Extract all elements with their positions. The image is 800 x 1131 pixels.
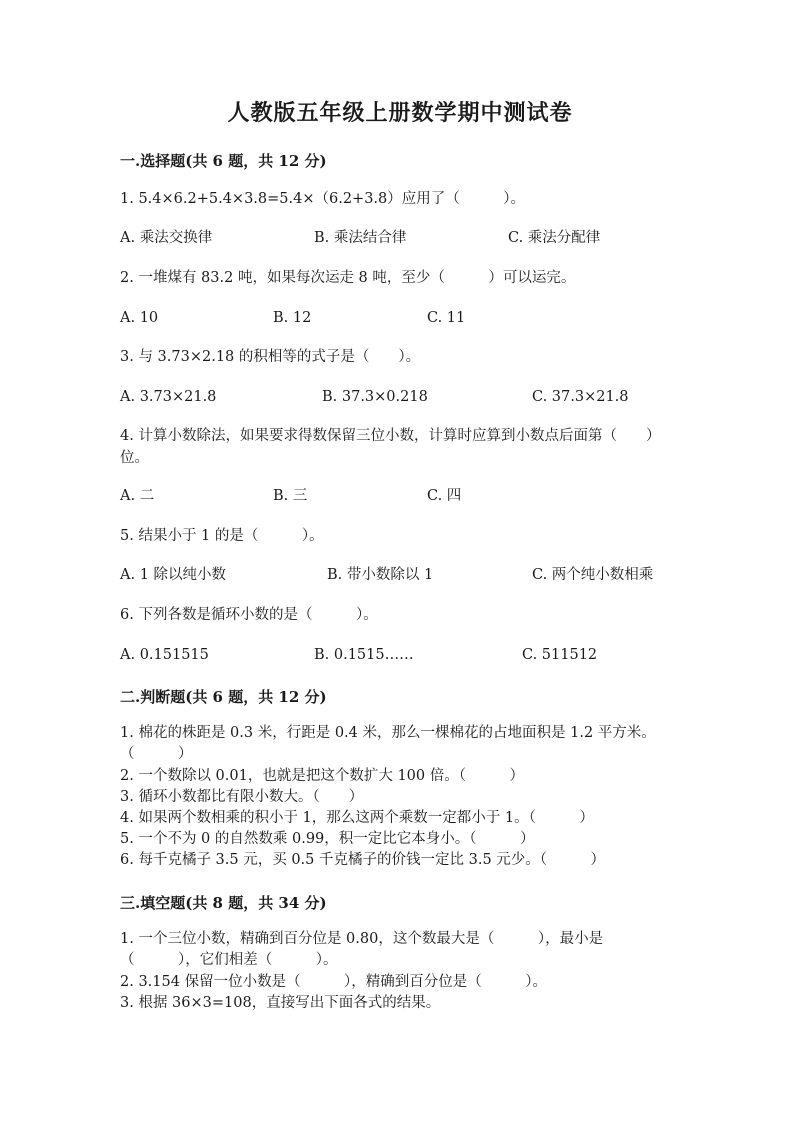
choice-options-1	[120, 227, 680, 249]
option-c: C. 四	[427, 488, 462, 504]
page-title: 人教版五年级上册数学期中测试卷	[227, 100, 573, 126]
option-c: C. 11	[427, 310, 466, 326]
choice-question-5: 5. 结果小于 1 的是（ ）。	[120, 528, 324, 544]
option-b: B. 37.3×0.218	[322, 389, 428, 405]
section-heading-choice: 一.选择题(共 6 题，共 12 分)	[120, 152, 327, 170]
choice-question-6: 6. 下列各数是循环小数的是（ ）。	[120, 607, 378, 623]
true-false-item-4: 4. 如果两个数相乘的积小于 1，那么这两个乘数一定都小于 1。（ ）	[120, 810, 594, 826]
option-b: B. 乘法结合律	[314, 230, 407, 246]
fill-blank-item-2: 2. 3.154 保留一位小数是（ ），精确到百分位是（ ）。	[120, 974, 548, 990]
option-a: A. 二	[120, 488, 155, 504]
true-false-item-1: 1. 棉花的株距是 0.3 米，行距是 0.4 米，那么一棵棉花的占地面积是 1.2 平方米。（ ）	[120, 725, 656, 762]
true-false-item-6: 6. 每千克橘子 3.5 元，买 0.5 千克橘子的价钱一定比 3.5 元少。（ ）	[120, 852, 606, 868]
choice-options-2	[120, 307, 680, 329]
true-false-item-5: 5. 一个不为 0 的自然数乘 0.99，积一定比它本身小。（ ）	[120, 831, 535, 847]
option-c: C. 37.3×21.8	[532, 389, 629, 405]
choice-question-4: 4. 计算小数除法，如果要求得数保留三位小数，计算时应算到小数点后面第（ ）位。	[120, 428, 661, 466]
option-a: A. 10	[120, 310, 159, 326]
choice-options-3	[120, 386, 680, 408]
option-b: B. 带小数除以 1	[327, 567, 434, 583]
true-false-item-2: 2. 一个数除以 0.01，也就是把这个数扩大 100 倍。（ ）	[120, 768, 524, 784]
option-a: A. 3.73×21.8	[120, 389, 217, 405]
section-heading-true-false: 二.判断题(共 6 题，共 12 分)	[120, 688, 327, 706]
true-false-item-3: 3. 循环小数都比有限小数大。（ ）	[120, 789, 364, 805]
option-c: C. 511512	[522, 647, 598, 663]
option-b: B. 12	[273, 310, 312, 326]
choice-question-2: 2. 一堆煤有 83.2 吨，如果每次运走 8 吨，至少（ ）可以运完。	[120, 270, 576, 286]
option-a: A. 1 除以纯小数	[120, 567, 227, 583]
choice-options-4	[120, 485, 680, 507]
fill-blank-item-1: 1. 一个三位小数，精确到百分位是 0.80，这个数最大是（ ），最小是（ ），它们相差（ ）。	[120, 931, 604, 968]
option-a: A. 乘法交换律	[120, 230, 213, 246]
choice-options-5	[120, 564, 680, 586]
option-c: C. 两个纯小数相乘	[532, 567, 654, 583]
choice-question-3: 3. 与 3.73×2.18 的积相等的式子是（ ）。	[120, 349, 421, 365]
option-b: B. 0.1515……	[314, 647, 414, 663]
option-a: A. 0.151515	[120, 647, 209, 663]
section-heading-fill-blank: 三.填空题(共 8 题，共 34 分)	[120, 894, 327, 912]
choice-question-1: 1. 5.4×6.2+5.4×3.8=5.4×（6.2+3.8）应用了（ ）。	[120, 191, 526, 207]
fill-blank-item-3: 3. 根据 36×3=108，直接写出下面各式的结果。	[120, 995, 441, 1011]
option-c: C. 乘法分配律	[508, 230, 601, 246]
option-b: B. 三	[273, 488, 308, 504]
choice-options-6	[120, 644, 680, 666]
